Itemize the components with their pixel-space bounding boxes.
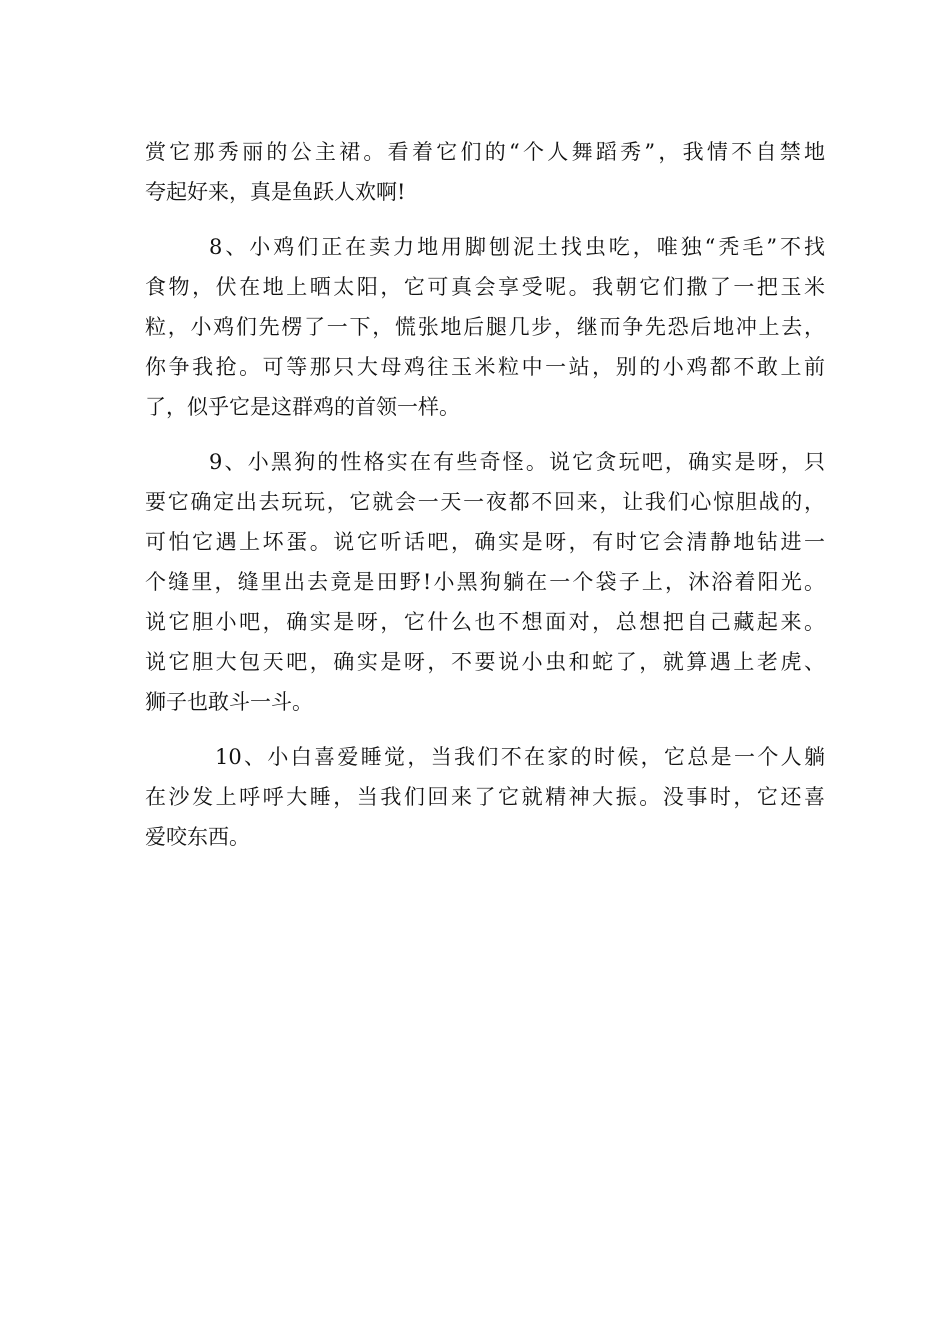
- text-line: 可怕它遇上坏蛋。说它听话吧，确实是呀，有时它会清静地钻进一: [145, 530, 825, 554]
- text-line: 个缝里，缝里出去竟是田野!小黑狗躺在一个袋子上，沐浴着阳光。: [145, 570, 825, 594]
- paragraph-item-9: [145, 442, 825, 722]
- text-line: 说它胆大包天吧，确实是呀，不要说小虫和蛇了，就算遇上老虎、: [145, 650, 825, 674]
- text-line: 了，似乎它是这群鸡的首领一样。: [145, 395, 460, 419]
- text-line: 你争我抢。可等那只大母鸡往玉米粒中一站，别的小鸡都不敢上前: [145, 355, 825, 379]
- text-line: 9、小黑狗的性格实在有些奇怪。说它贪玩吧，确实是呀，只: [209, 450, 825, 474]
- text-line: 夸起好来，真是鱼跃人欢啊!: [145, 180, 406, 204]
- text-line: 爱咬东西。: [145, 825, 250, 849]
- text-line: 8、小鸡们正在卖力地用脚刨泥土找虫吃，唯独“秃毛”不找: [209, 235, 825, 259]
- text-line: 狮子也敢斗一斗。: [145, 690, 313, 714]
- text-line: 10、小白喜爱睡觉，当我们不在家的时候，它总是一个人躺: [215, 745, 825, 769]
- text-line: 要它确定出去玩玩，它就会一天一夜都不回来，让我们心惊胆战的，: [145, 490, 825, 514]
- paragraph-item-10: [145, 737, 825, 857]
- text-line: 说它胆小吧，确实是呀，它什么也不想面对，总想把自己藏起来。: [145, 610, 825, 634]
- paragraph-continuation: [145, 132, 825, 212]
- document-body: [145, 132, 825, 857]
- text-line: 赏它那秀丽的公主裙。看着它们的“个人舞蹈秀”，我情不自禁地: [145, 140, 825, 164]
- text-line: 食物，伏在地上晒太阳，它可真会享受呢。我朝它们撒了一把玉米: [145, 275, 825, 299]
- text-line: 在沙发上呼呼大睡，当我们回来了它就精神大振。没事时，它还喜: [145, 785, 825, 809]
- paragraph-item-8: [145, 227, 825, 427]
- text-line: 粒，小鸡们先楞了一下，慌张地后腿几步，继而争先恐后地冲上去，: [145, 315, 825, 339]
